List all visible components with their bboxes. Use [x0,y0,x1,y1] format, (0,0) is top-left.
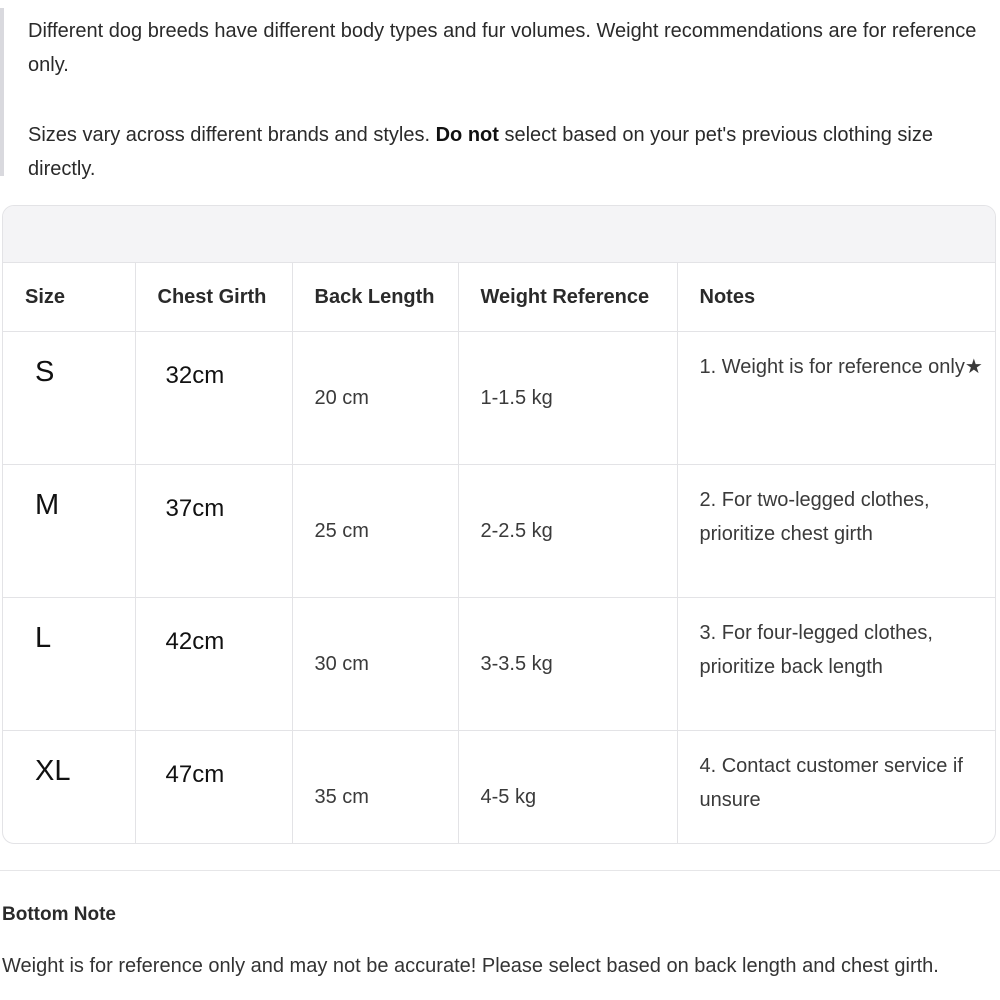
cell-back-length: 20 cm [292,332,458,465]
cell-chest-girth: 42cm [135,598,292,731]
intro-bold-do-not: Do not [435,124,499,146]
cell-chest-girth: 37cm [135,465,292,598]
table-row [3,332,995,465]
intro-text: select based on your pet's previous clothing size directly. [28,124,933,180]
cell-size: S [3,332,135,465]
cell-back-length: 35 cm [292,731,458,845]
table-row [3,731,995,845]
table-header-row [3,263,995,332]
cell-chest-girth: 47cm [135,731,292,845]
table-toolbar [3,206,995,263]
cell-note: 3. For four-legged clothes, prioritize back length [677,598,995,731]
bottom-note-text: Weight is for reference only and may not be accurate! Please select based on back length and chest girth. [2,955,939,977]
table-row [3,465,995,598]
cell-weight: 3-3.5 kg [458,598,677,731]
cell-back-length: 25 cm [292,465,458,598]
table-row [3,598,995,731]
cell-back-length: 30 cm [292,598,458,731]
cell-note: 4. Contact customer service if unsure [677,731,995,845]
size-chart-table-card [2,205,996,844]
cell-weight: 1-1.5 kg [458,332,677,465]
cell-note: 1. Weight is for reference only★ [677,332,995,465]
bottom-note-title: Bottom Note [2,904,116,925]
intro-text: Sizes vary across different brands and styles. [28,124,436,146]
intro-paragraph-weight: Different dog breeds have different body types and fur volumes. Weight recommendations are for reference only. [28,20,977,76]
header-size: Size [3,263,135,332]
cell-size: L [3,598,135,731]
cell-size: M [3,465,135,598]
intro-paragraph-sizes [28,118,983,186]
size-chart-table [3,263,995,844]
section-divider [0,870,1000,871]
header-back-length: Back Length [292,263,458,332]
header-notes: Notes [677,263,995,332]
cell-weight: 4-5 kg [458,731,677,845]
cell-note: 2. For two-legged clothes, prioritize chest girth [677,465,995,598]
cell-size: XL [3,731,135,845]
header-chest-girth: Chest Girth [135,263,292,332]
cell-weight: 2-2.5 kg [458,465,677,598]
header-weight-reference: Weight Reference [458,263,677,332]
intro-blockquote [0,8,994,180]
cell-chest-girth: 32cm [135,332,292,465]
